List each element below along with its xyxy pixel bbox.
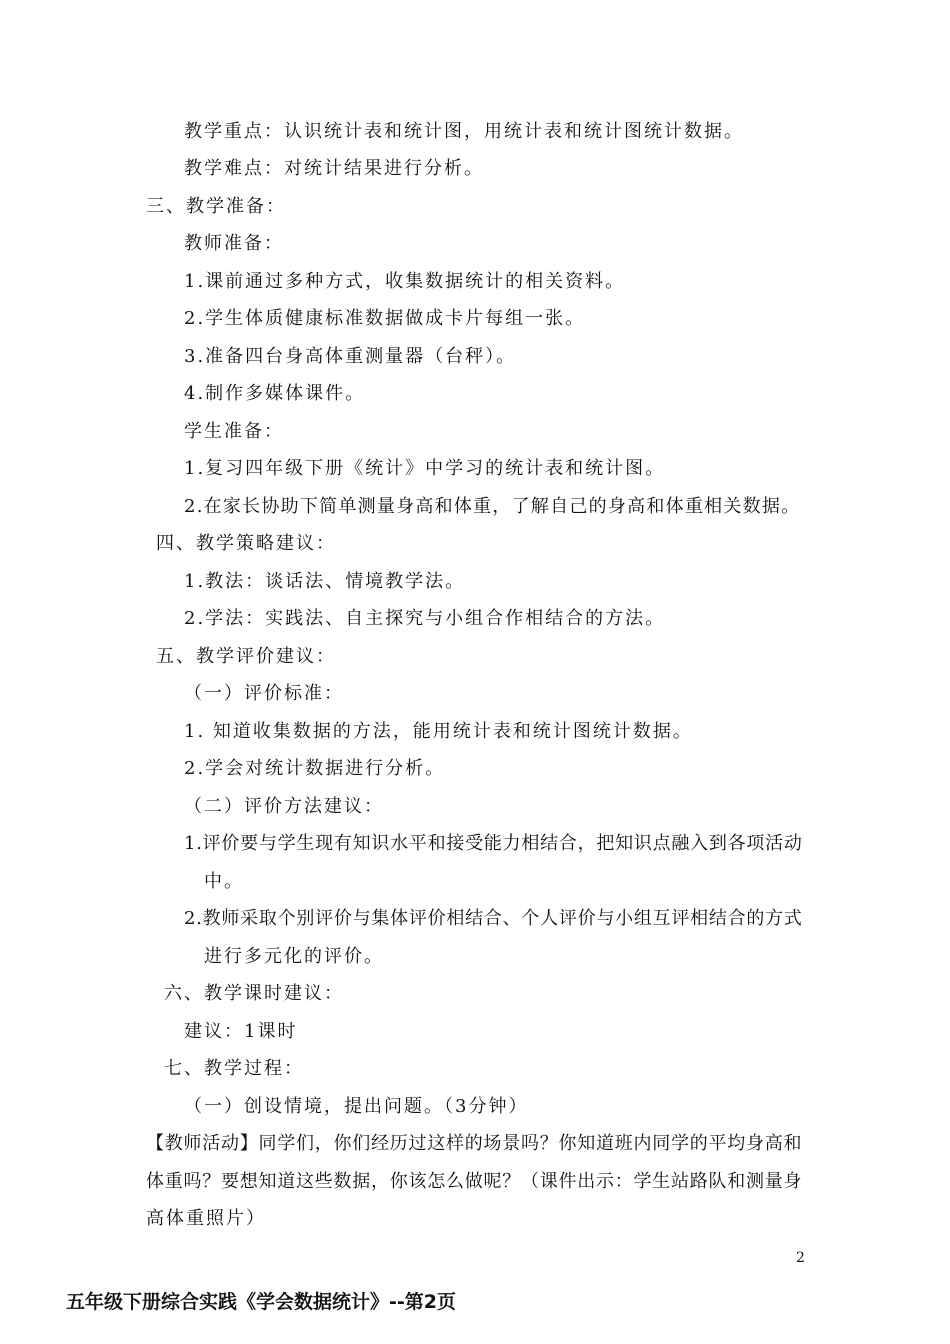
page-number: 2	[796, 1250, 805, 1266]
text-line: 4.制作多媒体课件。	[184, 383, 366, 404]
section-heading: 五、教学评价建议：	[156, 646, 336, 667]
text-line: 2.学法：实践法、自主探究与小组合作相结合的方法。	[184, 608, 666, 629]
text-line: 进行多元化的评价。	[204, 946, 384, 967]
text-line: 建议：1课时	[184, 1021, 298, 1042]
text-line: 1.复习四年级下册《统计》中学习的统计表和统计图。	[184, 458, 666, 479]
section-heading: 七、教学过程：	[164, 1058, 304, 1079]
text-line: 【教师活动】同学们，你们经历过这样的场景吗？你知道班内同学的平均身高和	[146, 1133, 803, 1154]
text-line: 2.学生体质健康标准数据做成卡片每组一张。	[184, 308, 586, 329]
text-line: 学生准备：	[184, 421, 284, 442]
text-line: 2.学会对统计数据进行分析。	[184, 758, 446, 779]
text-line: 1. 知道收集数据的方法，能用统计表和统计图统计数据。	[184, 721, 693, 742]
text-line: 3.准备四台身高体重测量器（台秤）。	[184, 346, 517, 367]
text-line: 2.教师采取个别评价与集体评价相结合、个人评价与小组互评相结合的方式	[184, 908, 803, 929]
section-heading: 六、教学课时建议：	[164, 983, 344, 1004]
page-footer: 五年级下册综合实践《学会数据统计》--第2页	[66, 1291, 456, 1313]
subsection-heading: （一）评价标准：	[184, 683, 344, 704]
text-line: 教学重点：认识统计表和统计图，用统计表和统计图统计数据。	[184, 121, 744, 142]
text-line: 中。	[204, 871, 244, 892]
subsection-heading: （二）评价方法建议：	[184, 796, 384, 817]
subsection-heading: （一）创设情境，提出问题。（3分钟）	[184, 1096, 529, 1117]
text-line: 1.课前通过多种方式，收集数据统计的相关资料。	[184, 271, 626, 292]
section-heading: 三、教学准备：	[146, 196, 286, 217]
text-line: 体重吗？要想知道这些数据，你该怎么做呢？（课件出示：学生站路队和测量身	[146, 1171, 803, 1192]
text-line: 教学难点：对统计结果进行分析。	[184, 158, 484, 179]
text-line: 教师准备：	[184, 233, 284, 254]
text-line: 高体重照片）	[146, 1208, 266, 1229]
text-line: 2.在家长协助下简单测量身高和体重，了解自己的身高和体重相关数据。	[184, 496, 801, 517]
text-line: 1.评价要与学生现有知识水平和接受能力相结合，把知识点融入到各项活动	[184, 833, 803, 854]
section-heading: 四、教学策略建议：	[156, 533, 336, 554]
text-line: 1.教法：谈话法、情境教学法。	[184, 571, 466, 592]
